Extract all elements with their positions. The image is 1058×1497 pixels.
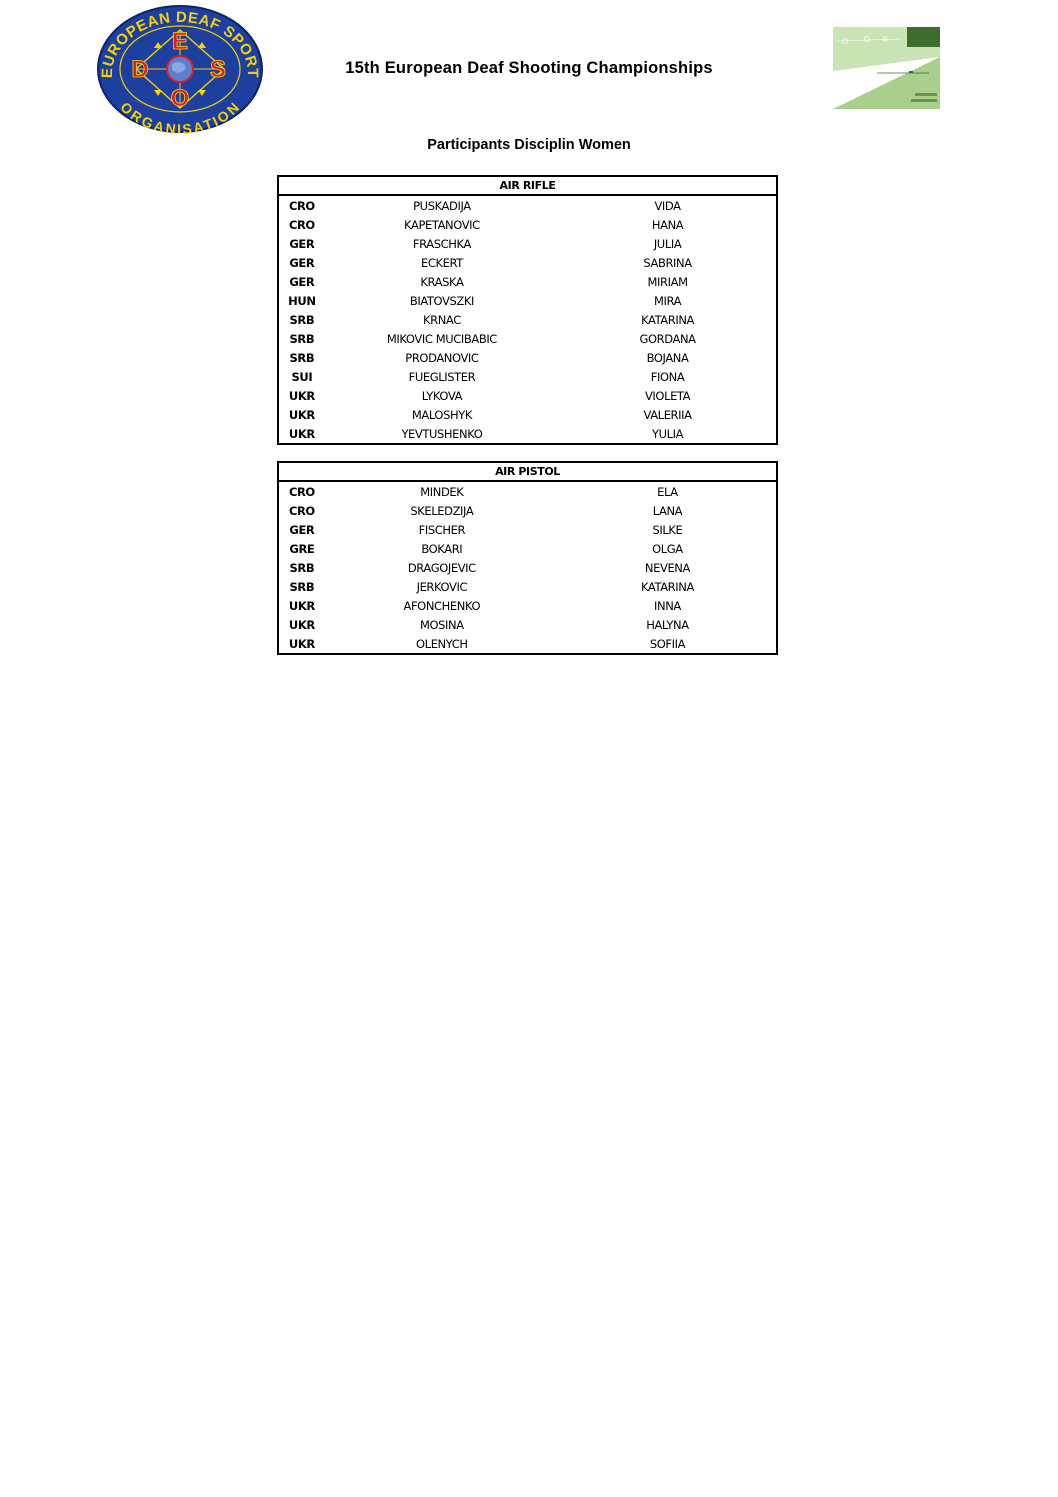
- first-name-cell: VIDA: [654, 198, 681, 213]
- table-row: [278, 424, 777, 444]
- nation-cell: UKR: [288, 617, 315, 632]
- first-name-cell: LANA: [652, 503, 683, 518]
- table-row: [278, 501, 777, 520]
- first-name-cell: KATARINA: [640, 579, 694, 594]
- first-name-cell: GORDANA: [639, 331, 696, 346]
- last-name-cell: KAPETANOVIC: [404, 217, 480, 232]
- logo-letter-o: O: [170, 85, 190, 112]
- table-row: [278, 253, 777, 272]
- first-name-cell: VALERIIA: [643, 407, 692, 422]
- table-row: [278, 310, 777, 329]
- table-row: [278, 291, 777, 310]
- table-row: [278, 558, 777, 577]
- last-name-cell: SKELEDZIJA: [410, 503, 474, 518]
- last-name-cell: FISCHER: [418, 522, 466, 537]
- nation-cell: CRO: [288, 217, 315, 232]
- first-name-cell: KATARINA: [641, 312, 695, 327]
- first-name-cell: JULIA: [653, 236, 682, 251]
- first-name-cell: NEVENA: [644, 560, 690, 575]
- logo-text-top: EUROPEAN DEAF SPORT: [98, 8, 262, 79]
- nation-cell: SRB: [289, 579, 315, 594]
- nation-cell: GRE: [289, 541, 315, 556]
- table-row: [278, 272, 777, 291]
- first-name-cell: HALYNA: [646, 617, 689, 632]
- nation-cell: CRO: [288, 484, 315, 499]
- first-name-cell: ELA: [657, 484, 678, 499]
- first-name-cell: VIOLETA: [644, 388, 691, 403]
- nation-cell: SRB: [289, 350, 315, 365]
- last-name-cell: JERKOVIC: [416, 579, 468, 594]
- last-name-cell: MALOSHYK: [411, 407, 472, 422]
- nation-cell: UKR: [288, 636, 315, 651]
- first-name-cell: MIRA: [654, 293, 682, 308]
- nation-cell: SUI: [291, 369, 313, 384]
- nation-cell: SRB: [289, 560, 315, 575]
- logo-text-bottom: ORGANISATION: [116, 99, 244, 134]
- first-name-cell: HANA: [651, 217, 684, 232]
- last-name-cell: BOKARI: [421, 541, 463, 556]
- last-name-cell: MOSINA: [419, 617, 464, 632]
- nation-cell: GER: [289, 236, 315, 251]
- table-title: AIR PISTOL: [278, 462, 777, 481]
- table-row: [278, 481, 777, 501]
- nation-cell: UKR: [288, 388, 315, 403]
- table-row: [278, 634, 777, 654]
- nation-cell: UKR: [288, 426, 315, 441]
- table-title: AIR RIFLE: [278, 176, 777, 195]
- first-name-cell: MIRIAM: [647, 274, 688, 289]
- last-name-cell: AFONCHENKO: [403, 598, 481, 613]
- first-name-cell: BOJANA: [646, 350, 689, 365]
- last-name-cell: FRASCHKA: [412, 236, 471, 251]
- nation-cell: CRO: [288, 503, 315, 518]
- last-name-cell: KRNAC: [423, 312, 461, 327]
- first-name-cell: OLGA: [652, 541, 683, 556]
- table-row: [278, 386, 777, 405]
- last-name-cell: MINDEK: [420, 484, 464, 499]
- logo-letter-e: E: [171, 28, 189, 55]
- document-title: 15th European Deaf Shooting Championships: [345, 59, 713, 77]
- table-row: [278, 329, 777, 348]
- table-row: [278, 577, 777, 596]
- logo-letter-s: S: [209, 56, 227, 83]
- table-row: [278, 348, 777, 367]
- last-name-cell: YEVTUSHENKO: [401, 426, 483, 441]
- nation-cell: CRO: [288, 198, 315, 213]
- last-name-cell: PRODANOVIC: [405, 350, 479, 365]
- first-name-cell: SOFIIA: [649, 636, 686, 651]
- last-name-cell: BIATOVSZKI: [409, 293, 474, 308]
- nation-cell: UKR: [288, 598, 315, 613]
- table-row: [278, 405, 777, 424]
- table-row: [278, 367, 777, 386]
- first-name-cell: SABRINA: [643, 255, 692, 270]
- table-row: [278, 234, 777, 253]
- last-name-cell: KRASKA: [420, 274, 464, 289]
- table-row: [278, 195, 777, 215]
- nation-cell: SRB: [289, 312, 315, 327]
- logo-letter-d: D: [131, 56, 149, 83]
- nation-cell: GER: [289, 522, 315, 537]
- nation-cell: UKR: [288, 407, 315, 422]
- table-row: [278, 215, 777, 234]
- nation-cell: GER: [289, 255, 315, 270]
- air-pistol-table: [277, 461, 778, 655]
- last-name-cell: LYKOVA: [421, 388, 463, 403]
- last-name-cell: FUEGLISTER: [408, 369, 476, 384]
- first-name-cell: YULIA: [652, 426, 684, 441]
- nation-cell: GER: [289, 274, 315, 289]
- last-name-cell: MIKOVIC MUCIBABIC: [386, 331, 497, 346]
- first-name-cell: FIONA: [650, 369, 685, 384]
- nation-cell: SRB: [289, 331, 315, 346]
- nation-cell: HUN: [288, 293, 316, 308]
- last-name-cell: OLENYCH: [416, 636, 468, 651]
- document-subtitle: Participants Disciplin Women: [427, 137, 631, 153]
- table-row: [278, 520, 777, 539]
- table-row: [278, 596, 777, 615]
- air-rifle-table: [277, 175, 778, 445]
- first-name-cell: INNA: [654, 598, 681, 613]
- first-name-cell: SILKE: [652, 522, 683, 537]
- table-row: [278, 539, 777, 558]
- table-row: [278, 615, 777, 634]
- last-name-cell: DRAGOJEVIC: [407, 560, 476, 575]
- last-name-cell: PUSKADIJA: [413, 198, 471, 213]
- last-name-cell: ECKERT: [420, 255, 463, 270]
